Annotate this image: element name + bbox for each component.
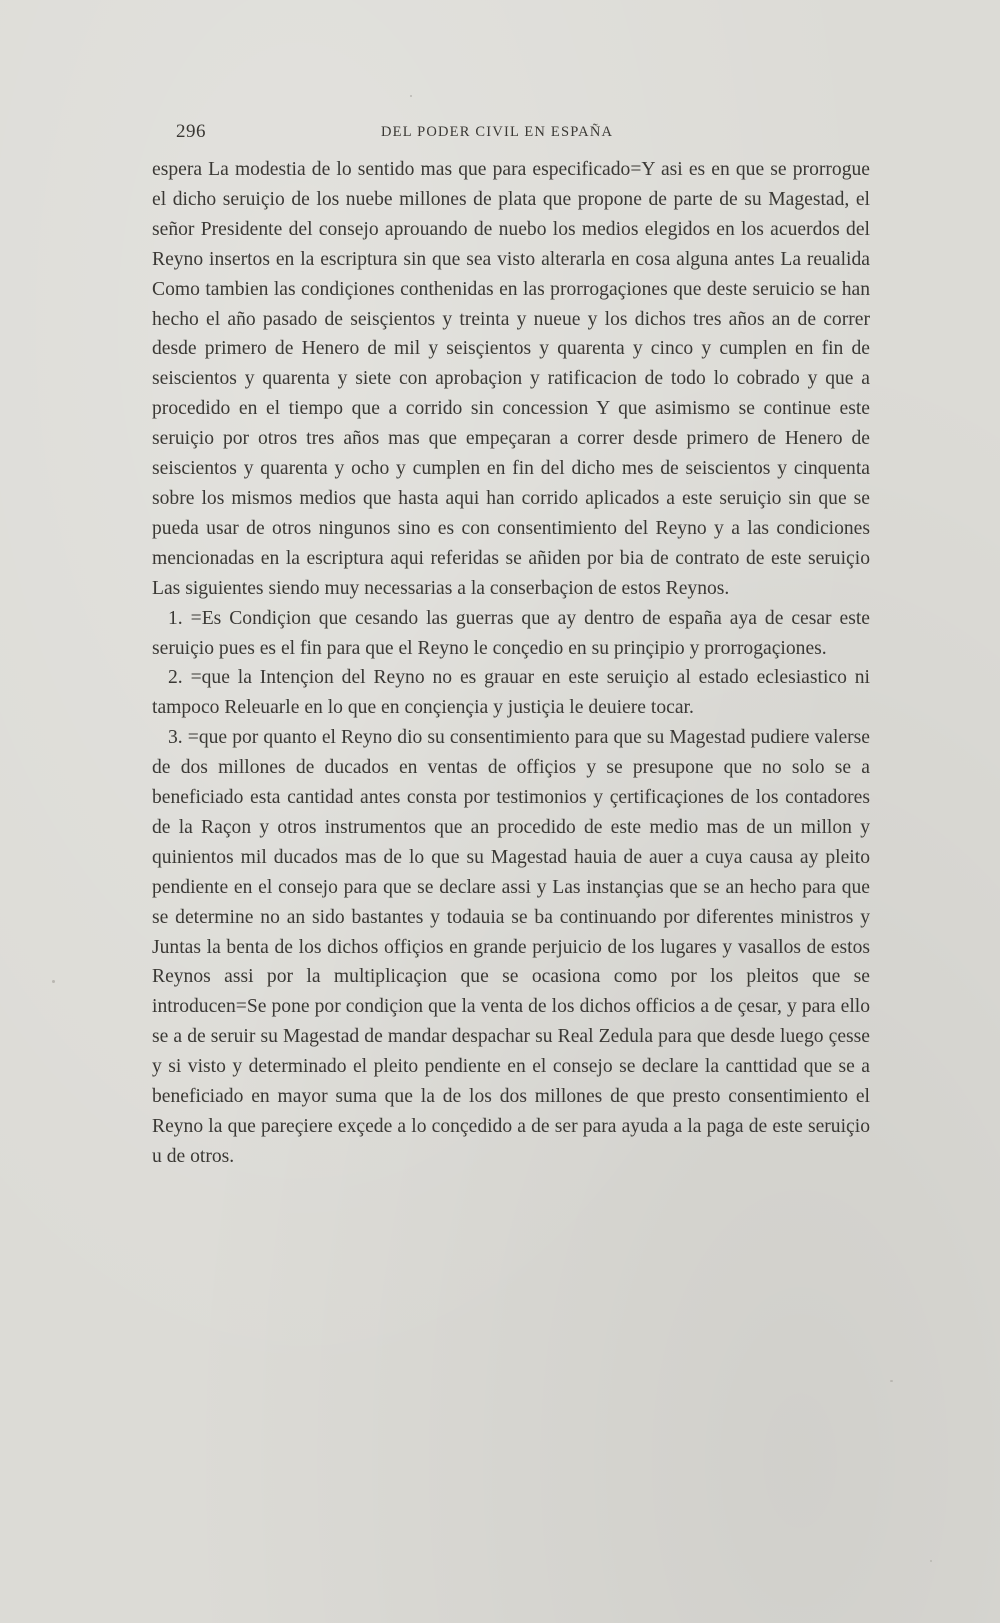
paper-speck (410, 95, 412, 97)
paper-speck (52, 980, 55, 983)
paragraph-condition-1: 1. =Es Condiçion que cesando las guerras que ay dentro de españa aya de cesar este seruiçio pues es el fin para que el Reyno le conçedio en su prinçipio y prorrogaçiones. (152, 607, 870, 659)
paragraph-condition-2: 2. =que la Intençion del Reyno no es grauar en este seruiçio al estado eclesiastico ni tampoco Releuarle en lo que en conçiençia y justiçia le deuiere tocar. (152, 667, 870, 719)
paragraph-intro: espera La modestia de lo sentido mas que para especificado=Y asi es en que se prorrogue el dicho seruiçio de los nuebe millones de plata que propone de parte de su Magestad, el señor Presidente del consejo aprouando de nuebo los medios elegidos en los acuerdos del Reyno insertos en la escriptura sin que sea visto alterarla en cosa alguna antes La reualida Como tambien las condiçiones conthenidas en las prorrogaçiones que deste seruicio se han hecho el año pasado de seisçientos y treinta y nueue y los dichos tres años an de correr desde primero de Henero de mil y seisçientos y quarenta y cinco y cumplen en fin de seiscientos y quarenta y siete con aprobaçion y ratificacion de todo lo cobrado y que a procedido en el tiempo que a corrido sin concession Y que asimismo se continue este seruiçio por otros tres años mas que empeçaran a correr desde primero de Henero de seiscientos y quarenta y ocho y cumplen en fin del dicho mes de seiscientos y cinquenta sobre los mismos medios que hasta aqui han corrido aplicados a este seruiçio sin que se pueda usar de otros ningunos sino es con consentimiento del Reyno y a las condiciones mencionadas en la escriptura aqui referidas se añiden por bia de contrato de este seruiçio Las siguientes siendo muy necessarias a la conserbaçion de estos Reynos. (152, 159, 870, 599)
page-number: 296 (176, 121, 206, 142)
page-header (176, 121, 876, 151)
paper-speck (890, 1380, 893, 1382)
body-text (152, 155, 870, 1172)
running-head: DEL PODER CIVIL EN ESPAÑA (381, 124, 614, 140)
paragraph-condition-3: 3. =que por quanto el Reyno dio su consentimiento para que su Magestad pudiere valerse de dos millones de ducados en ventas de offiçios y se presupone que no solo se a beneficiado esta cantidad antes consta por testimonios y çertificaçiones de los contadores de la Raçon y otros instrumentos que an procedido de este medio mas de un millon y quinientos mil ducados mas de lo que su Magestad hauia de auer a cuya causa ay pleito pendiente en el consejo para que se declare assi y Las instançias que se an hecho para que se determine no an sido bastantes y todauia se ba continuando por diferentes ministros y Juntas la benta de los dichos offiçios en grande perjuicio de los lugares y vasallos de estos Reynos assi por la multiplicaçion que se ocasiona como por los pleitos que se introducen=Se pone por condiçion que la venta de los dichos officios a de çesar, y para ello se a de seruir su Magestad de mandar despachar su Real Zedula para que desde luego çesse y si visto y determinado el pleito pendiente en el consejo se declare la canttidad que se a beneficiado en mayor suma que la de los dos millones de que presto consentimiento el Reyno la que pareçiere exçede a lo conçedido a de ser para ayuda a la paga de este seruiçio u de otros. (152, 727, 870, 1167)
paper-speck (930, 1560, 932, 1562)
